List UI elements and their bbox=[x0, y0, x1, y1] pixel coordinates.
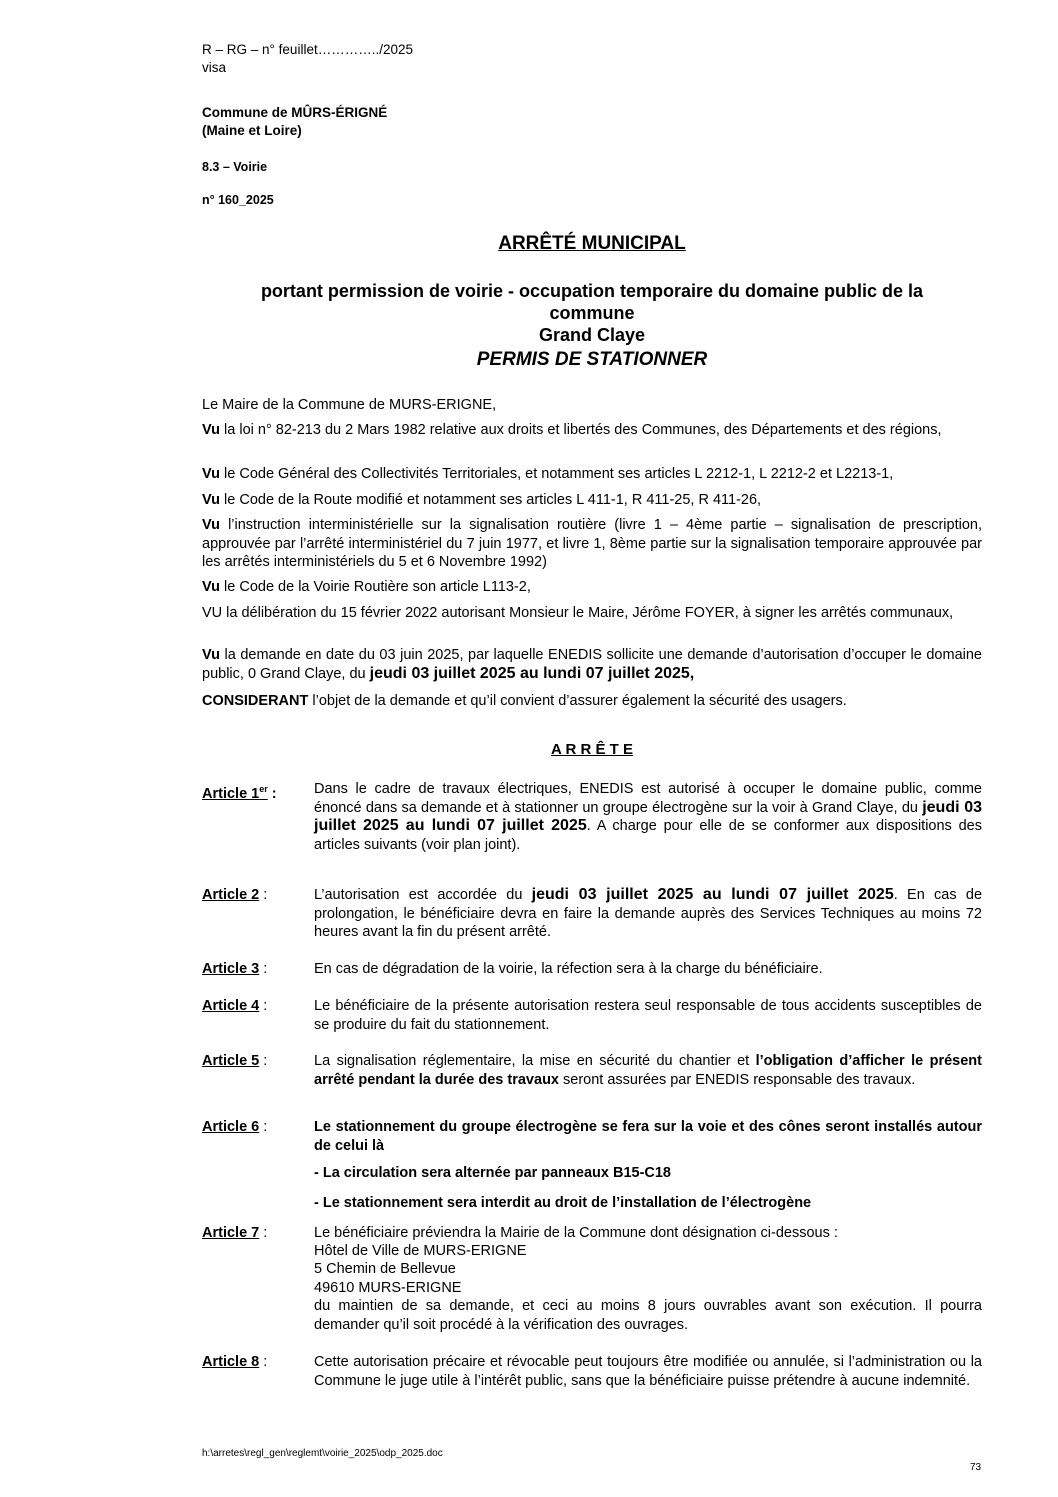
article-5-label bbox=[202, 1052, 267, 1071]
article-6-text: Le stationnement du groupe électrogène se fera sur la voie et des cônes seront installés autour de celui là bbox=[314, 1119, 982, 1154]
article-text: Dans le cadre de travaux électriques, ENEDIS est autorisé à occuper le domaine public, comme énoncé dans sa demande et à stationner un groupe électrogène sur la voir à Grand Claye, du bbox=[314, 781, 982, 816]
arrete-heading: A R R Ê T E bbox=[551, 741, 633, 758]
preamble-vu-6: VU la délibération du 15 février 2022 autorisant Monsieur le Maire, Jérôme FOYER, à signer les arrêtés communaux, bbox=[202, 605, 954, 621]
article-6-item-2: - Le stationnement sera interdit au droit de l’installation de l’électrogène bbox=[314, 1195, 812, 1211]
article-colon: : bbox=[259, 961, 268, 977]
article-1-label bbox=[202, 780, 277, 803]
article-text: L’autorisation est accordée du bbox=[314, 887, 532, 903]
article-label-text: Article 1 bbox=[202, 785, 260, 802]
page-number: 73 bbox=[970, 1462, 982, 1473]
article-text: La signalisation réglementaire, la mise en sécurité du chantier et bbox=[314, 1053, 756, 1069]
permit-title: PERMIS DE STATIONNER bbox=[476, 349, 708, 370]
article-8-label bbox=[202, 1353, 267, 1372]
vu-text: la demande en date du 03 juin 2025, par laquelle ENEDIS sollicite une demande d’autorisation d’occuper le domaine public, 0 Grand Claye, du bbox=[202, 647, 982, 682]
article-4-text: Le bénéficiaire de la présente autorisation restera seul responsable de tous accidents susceptibles de se produire du fait du stationnement. bbox=[314, 998, 982, 1033]
article-label-text: Article 3 bbox=[202, 961, 260, 977]
article-colon: : bbox=[267, 785, 277, 802]
considerant-keyword: CONSIDERANT bbox=[202, 693, 309, 709]
authorization-dates: jeudi 03 juillet 2025 au lundi 07 juillet 2025 bbox=[531, 886, 894, 903]
article-1-text bbox=[314, 780, 982, 854]
article-7-line-4: 49610 MURS-ERIGNE bbox=[314, 1280, 462, 1296]
article-label-text: Article 6 bbox=[202, 1119, 260, 1135]
article-2-text bbox=[314, 886, 982, 942]
article-5-text bbox=[314, 1052, 982, 1089]
article-label-text: Article 5 bbox=[202, 1053, 260, 1069]
vu-keyword: Vu bbox=[202, 422, 220, 438]
preamble-vu-4 bbox=[202, 516, 982, 572]
file-path: h:\arretes\regl_gen\reglemt\voirie_2025\odp_2025.doc bbox=[202, 1448, 443, 1459]
preamble-vu-3 bbox=[202, 491, 982, 510]
subtitle-line-2: commune bbox=[549, 303, 635, 323]
vu-text: la loi n° 82-213 du 2 Mars 1982 relative aux droits et libertés des Communes, des Départements et des régions, bbox=[220, 422, 942, 438]
article-7-line-5: du maintien de sa demande, et ceci au moins 8 jours ouvrables avant son exécution. Il pourra demander qu’il soit procédé à la vérification des ouvrages. bbox=[314, 1298, 982, 1333]
article-6-item-1: - La circulation sera alternée par panneaux B15-C18 bbox=[314, 1165, 671, 1181]
category-label: 8.3 – Voirie bbox=[202, 160, 268, 174]
vu-keyword: Vu bbox=[202, 492, 220, 508]
article-3-text: En cas de dégradation de la voirie, la réfection sera à la charge du bénéficiaire. bbox=[314, 961, 823, 977]
vu-text: le Code Général des Collectivités Territoriales, et notamment ses articles L 2212-1, L 2212-2 et L2213-1, bbox=[220, 466, 894, 482]
preamble-considerant bbox=[202, 692, 982, 711]
commune-name: Commune de MÛRS-ÉRIGNÉ bbox=[202, 105, 388, 120]
article-colon: : bbox=[259, 1053, 268, 1069]
vu-keyword: Vu bbox=[202, 579, 220, 595]
article-colon: : bbox=[259, 998, 268, 1014]
considerant-text: l’objet de la demande et qu’il convient d’assurer également la sécurité des usagers. bbox=[308, 693, 847, 709]
article-2-label bbox=[202, 886, 267, 905]
article-6-label bbox=[202, 1118, 267, 1137]
place-name: Grand Claye bbox=[538, 325, 646, 345]
article-text: seront assurées par ENEDIS responsable des travaux. bbox=[559, 1071, 916, 1088]
article-colon: : bbox=[259, 887, 268, 903]
department-name: (Maine et Loire) bbox=[202, 123, 302, 138]
authorization-dates: jeudi 03 juillet 2025 au lundi 07 juillet 2025 bbox=[314, 798, 982, 834]
subtitle-line-1: portant permission de voirie - occupation temporaire du domaine public de la bbox=[260, 281, 924, 301]
preamble-vu-2 bbox=[202, 465, 982, 484]
vu-keyword: Vu bbox=[202, 517, 220, 533]
article-label-sup: er bbox=[259, 784, 268, 794]
article-label-text: Article 4 bbox=[202, 998, 260, 1014]
article-7-label bbox=[202, 1224, 267, 1243]
vu-text: le Code de la Route modifié et notamment ses articles L 411-1, R 411-25, R 411-26, bbox=[220, 492, 762, 508]
article-7-line-3: 5 Chemin de Bellevue bbox=[314, 1261, 456, 1277]
preamble-vu-1 bbox=[202, 421, 982, 440]
reference-line: R – RG – n° feuillet…………../2025 bbox=[202, 42, 413, 57]
article-bold-text: l’obligation d’afficher le présent arrêté pendant la durée des travaux bbox=[314, 1053, 982, 1088]
article-3-label bbox=[202, 960, 267, 979]
visa-label: visa bbox=[202, 60, 227, 75]
vu-text: l’instruction interministérielle sur la signalisation routière (livre 1 – 4ème partie – signalisation de prescription, approuvée par l’arrêté interministériel du 7 juin 1977, et livre 1, 8ème partie sur la signalisation temporaire approuvée par les arrêtés interministériels du 5 et 6 Novembre 1992) bbox=[202, 517, 982, 570]
article-text: . A charge pour elle de se conformer aux dispositions des articles suivants (voir plan joint). bbox=[314, 818, 982, 853]
article-7-line-2: Hôtel de Ville de MURS-ERIGNE bbox=[314, 1243, 527, 1259]
article-colon: : bbox=[259, 1354, 268, 1370]
article-colon: : bbox=[259, 1225, 268, 1241]
article-4-label bbox=[202, 997, 267, 1016]
article-colon: : bbox=[259, 1119, 268, 1135]
request-dates: jeudi 03 juillet 2025 au lundi 07 juillet 2025, bbox=[369, 664, 695, 682]
preamble-intro: Le Maire de la Commune de MURS-ERIGNE, bbox=[202, 397, 497, 413]
article-7-line-1: Le bénéficiaire préviendra la Mairie de la Commune dont désignation ci-dessous : bbox=[314, 1225, 838, 1241]
decree-number: n° 160_2025 bbox=[202, 193, 274, 207]
page-title: ARRÊTÉ MUNICIPAL bbox=[498, 233, 686, 254]
preamble-vu-7 bbox=[202, 646, 982, 683]
vu-text: le Code de la Voirie Routière son article L113-2, bbox=[220, 579, 531, 595]
article-text: . En cas de prolongation, le bénéficiaire devra en faire la demande auprès des Services Techniques au moins 72 heures avant la fin du présent arrêté. bbox=[314, 887, 983, 940]
article-label-text: Article 2 bbox=[202, 887, 260, 903]
article-label-text: Article 7 bbox=[202, 1225, 260, 1241]
article-8-text: Cette autorisation précaire et révocable peut toujours être modifiée ou annulée, si l’administration ou la Commune le juge utile à l’intérêt public, sans que la bénéficiaire puisse prétendre à aucune indemnité. bbox=[314, 1354, 982, 1389]
vu-keyword: Vu bbox=[202, 647, 220, 663]
vu-keyword: Vu bbox=[202, 466, 220, 482]
preamble-vu-5 bbox=[202, 578, 982, 597]
article-label-text: Article 8 bbox=[202, 1354, 260, 1370]
